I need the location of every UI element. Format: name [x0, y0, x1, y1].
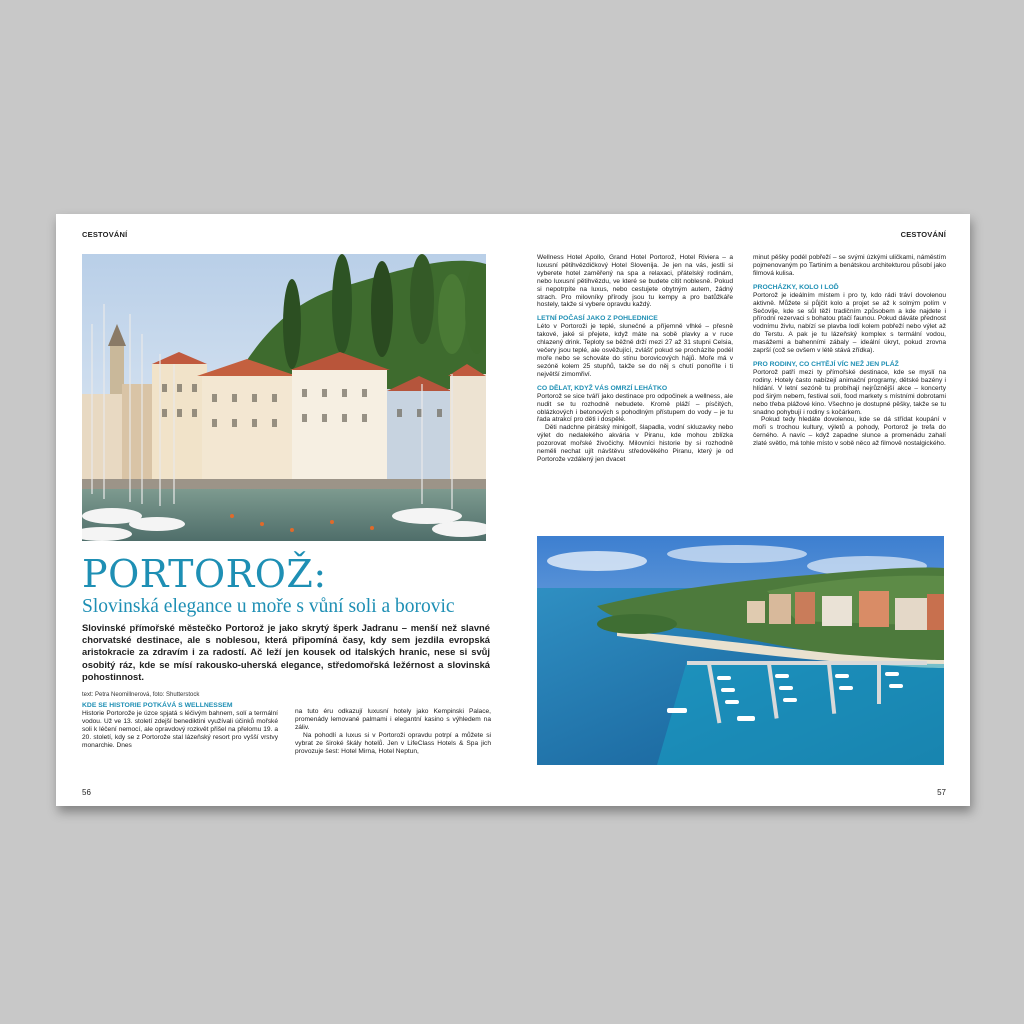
heading-history: KDE SE HISTORIE POTKÁVÁ S WELLNESSEM: [82, 702, 233, 709]
heading-walks: PROCHÁZKY, KOLO I LOĎ: [753, 283, 839, 291]
paragraph: Děti nadchne pirátský minigolf, šlapadla, vodní skluzavky nebo výlet do nedalekého akvária v Piranu, kde mohou zblízka pozorovat mořské živočichy. Milovníci historie by si rozhodně neměli nechat ujít návštěvu středověkého Piranu, který je od Portorože vzdálený jen dvacet: [537, 424, 733, 463]
page-number: 56: [82, 788, 91, 797]
article-title: PORTOROŽ:: [82, 552, 327, 596]
section-label: CESTOVÁNÍ: [900, 230, 946, 239]
heading-families: PRO RODINY, CO CHTĚJÍ VÍC NEŽ JEN PLÁŽ: [753, 360, 899, 368]
column-2: [295, 708, 491, 755]
photo-piran-harbor: [82, 254, 486, 541]
right-page: [513, 214, 970, 806]
photo-portoroz-marina: [537, 536, 944, 765]
left-page: [56, 214, 513, 806]
paragraph: minut pěšky podél pobřeží – se svými úzkými uličkami, náměstím pojmenovaným po Tartinim a benátskou architekturou působí jako filmová kulisa.: [753, 254, 946, 277]
paragraph: Portorož patří mezi ty přímořské destinace, kde se myslí na rodiny. Hotely často nabízejí animační programy, dětské bazény i hlídání. V letní sezóně tu probíhají nejrůznější akce – koncerty pod širým nebem, festival soli, food markety s místními dobrotami nebo třeba plážové kino. Všechno je dostupné pěšky, takže se tu snadno pohybují i rodiny s kočárkem.: [753, 368, 946, 416]
paragraph: Portorož je ideálním místem i pro ty, kdo rádi tráví dovolenou aktivně. Můžete si půjčit kolo a projet se až k solným polím v Sečovlje, kde se sůl těží tradičním způsobem a kde najdete i přírodní rezervaci s bohatou ptačí faunou. Pokud dáváte přednost vodnímu živlu, nabízí se plavba lodí kolem pobřeží nebo výlet až do Terstu. A pak je tu lázeňský komplex s termální vodou, masážemi a bahenními zábaly – ideální úkryt, pokud zrovna zaprší (což se ovšem v létě stává zřídka).: [753, 291, 946, 355]
heading-activities: CO DĚLAT, KDYŽ VÁS OMRZÍ LEHÁTKO: [537, 384, 668, 392]
column-4: [753, 254, 946, 448]
column-3: [537, 254, 733, 464]
article-subtitle: Slovinská elegance u moře s vůní soli a borovic: [82, 596, 455, 617]
paragraph: Portorož se sice tváří jako destinace pro odpočinek a wellness, ale nudit se tu rozhodně nebudete. Kromě pláží – písčitých, oblázkových i betonových s pohodlným přístupem do vody – je tu řada atrakcí pro děti i dospělé.: [537, 392, 733, 424]
section-label: CESTOVÁNÍ: [82, 230, 128, 239]
paragraph: Pokud tedy hledáte dovolenou, kde se dá střídat koupání v moři s trochou kultury, výletů a pohody, Portorož je trefa do černého. A navíc – když zapadne slunce a promenádu zahalí zlaté světlo, má tohle místo v sobě něco až filmově nostalgického.: [753, 416, 946, 448]
paragraph: Léto v Portoroži je teplé, slunečné a příjemně vlhké – přesně takové, jaké si přejete, když máte na sobě plavky a v ruce chlazený drink. Teploty se běžně drží mezi 27 až 31 stupni Celsia, večery jsou teplé, ale osvěžující, zvlášť pokud se procházíte podél moře nebo se schováte do stínu borovicových hájů. Moře má v sezóně kolem 25 stupňů, takže se do něj s chutí ponoříte i ti největší zimomřiví.: [537, 323, 733, 378]
article-credit: text: Petra Neomillnerová, foto: Shutterstock: [82, 692, 200, 698]
column-1: [82, 702, 278, 750]
article-lead: Slovinské přímořské městečko Portorož je jako skrytý šperk Jadranu – menší než slavné chorvatské destinace, ale s noblesou, která připomíná časy, kdy sem jezdila evropská aristokracie za zdravím i za radostí. Ač leží jen kousek od italských hranic, nese si svůj osobitý ráz, kde se mísí rakousko-uherská elegance, středomořská ležérnost a slovinská pohostinnost.: [82, 622, 490, 682]
paragraph: Na pohodlí a luxus si v Portoroži opravdu potrpí a můžete si vybrat ze široké škály hotelů. Jen v LifeClass Hotels & Spa jich provozuje šest: Hotel Mirna, Hotel Neptun,: [295, 731, 491, 755]
paragraph: Wellness Hotel Apollo, Grand Hotel Portorož, Hotel Riviera – a luxusní pětihvězdičkový Hotel Slovenija. Je jen na vás, jestli si vyberete hotel zaměřený na spa a relaxaci, přátelský rodinám, nebo luxusní pětihvězdu, ve které se budete cítit noblesně. Pokud si nepotrpíte na luxus, nebo cestujete obytným autem, žádný strach. Pro milovníky přírody jsou tu kempy a pro batůžkáře hostely, takže si vybere opravdu každý.: [537, 254, 733, 309]
paragraph: na tuto éru odkazují luxusní hotely jako Kempinski Palace, promenády lemované palmami i elegantní kasino s výhledem na záliv.: [295, 708, 491, 731]
page-number: 57: [937, 788, 946, 797]
heading-weather: LETNÍ POČASÍ JAKO Z POHLEDNICE: [537, 315, 658, 323]
paragraph: Historie Portorože je úzce spjatá s léčivým bahnem, solí a termální vodou. Už ve 13. století zdejší benediktini využívali účinků mořské soli k léčení nemocí, ale opravdový rozkvět přišel na přelomu 19. a 20. století, kdy se z Portorože stal lázeňský resort pro vyšší vrstvy monarchie. Dnes: [82, 710, 278, 749]
magazine-spread: [56, 214, 970, 806]
